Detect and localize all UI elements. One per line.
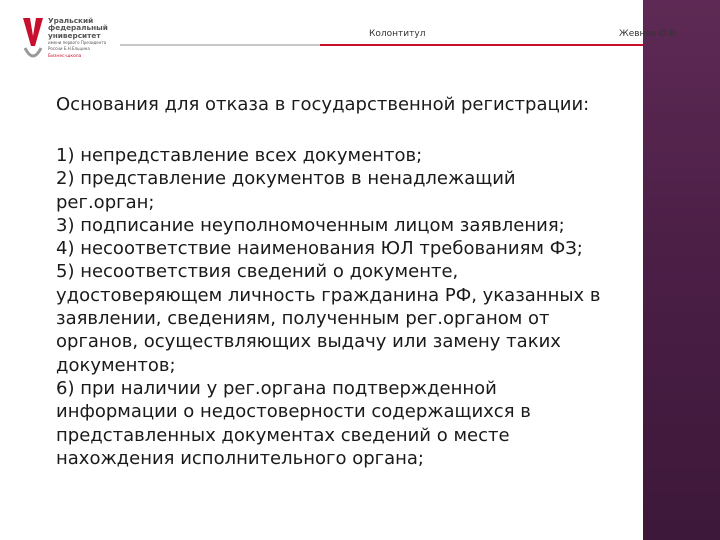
list-item: 1) непредставление всех документов; [56,145,423,166]
grounds-list [56,144,666,470]
logo-sub-line: России Б.Н.Ельцина [48,46,90,52]
header-divider-gray [120,44,320,46]
list-item: 3) подписание неуполномоченным лицом заявления; [56,214,565,236]
slide-title: Основания для отказа в государственной регистрации: [56,94,590,115]
list-item: 4) несоответствие наименования ЮЛ требованиям ФЗ; [56,238,583,260]
urfu-logo-icon [22,16,44,62]
list-item: 5) несоответствия сведений о документе, [56,261,459,283]
list-item: документов; [56,354,176,376]
header-running-title: Колонтитул [369,29,426,39]
list-item: информации о недостоверности содержащихся в [56,401,531,423]
list-item: органов, осуществляющих выдачу или замену таких [56,331,561,353]
list-item: представленных документах сведений о месте [56,424,510,446]
university-logo [22,14,122,64]
logo-name-line: федеральный [48,23,108,33]
list-item: 6) при наличии у рег.органа подтвержденной [56,377,497,399]
list-item: удостоверяющем личность гражданина РФ, указанных в [56,284,601,306]
list-item: заявлении, сведениям, полученным рег.органом от [56,308,550,330]
logo-school-line: Бизнес-школа [48,54,82,60]
list-item: рег.орган; [56,191,155,213]
logo-name-line: Уральский [48,16,94,25]
list-item: нахождения исполнительного органа; [56,447,424,469]
header-divider-red [320,44,643,46]
logo-name-line: университет [48,30,101,40]
list-item: 2) представление документов в ненадлежащий [56,168,516,190]
header-author: Жевняк О.В. [619,29,679,39]
logo-text [48,17,128,59]
logo-sub-line: имени первого Президента [48,39,107,45]
